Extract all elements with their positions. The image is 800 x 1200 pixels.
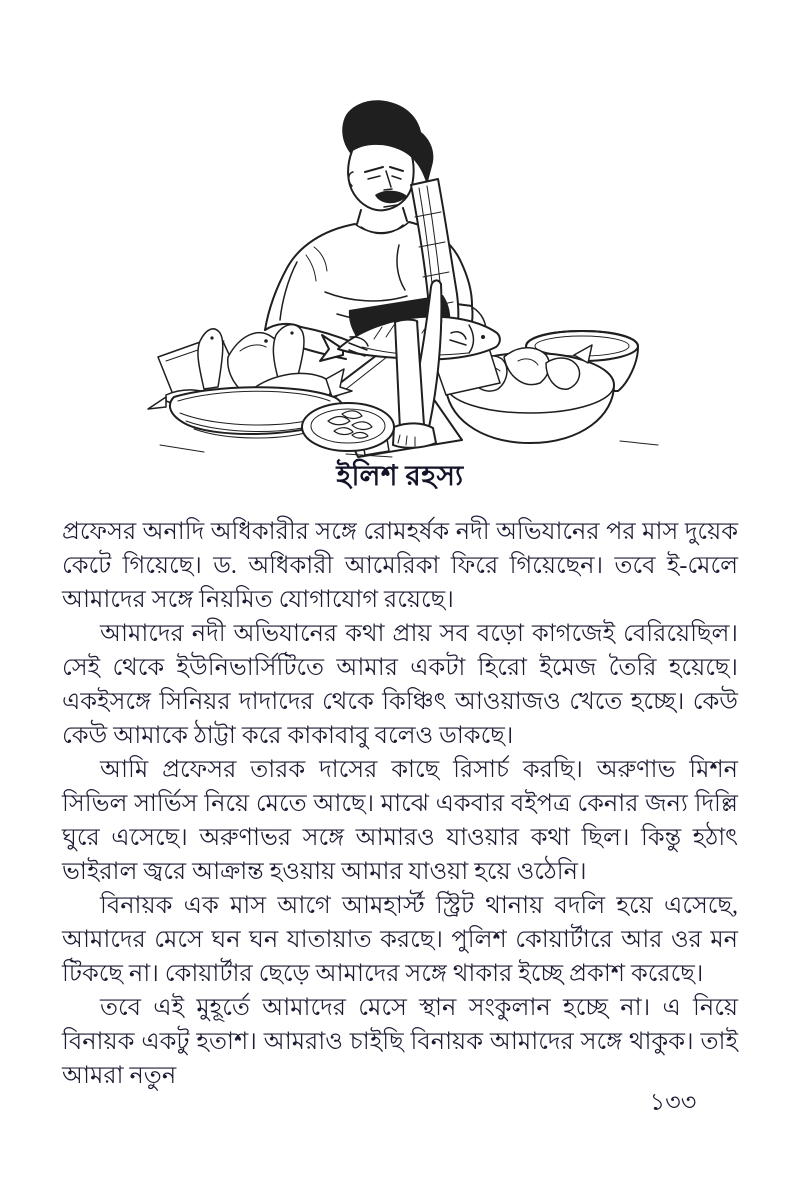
- paragraph-3: আমি প্রফেসর তারক দাসের কাছে রিসার্চ করছি। অরুণাভ মিশন সিভিল সার্ভিস নিয়ে মেতে আছে। মাঝে একবার বইপত্র কেনার জন্য দিল্লি ঘুরে এসেছে। অরুণাভর সঙ্গে আমারও যাওয়ার কথা ছিল। কিন্তু হঠাৎ ভাইরাল জ্বরে আক্রান্ত হওয়ায় আমার যাওয়া হয়ে ওঠেনি।: [62, 757, 738, 885]
- paragraph-4: বিনায়ক এক মাস আগে আমহার্স্ট স্ট্রিট থানায় বদলি হয়ে এসেছে, আমাদের মেসে ঘন ঘন যাতায়াত করছে। পুলিশ কোয়ার্টারে আর ওর মন টিকছে না। কোয়ার্টার ছেড়ে আমাদের সঙ্গে থাকার ইচ্ছে প্রকাশ করেছে।: [62, 893, 738, 987]
- page-number: ১৩৩: [649, 1090, 697, 1116]
- story-text: [62, 515, 738, 1093]
- paragraph-5: তবে এই মুহূর্তে আমাদের মেসে স্থান সংকুলান হচ্ছে না। এ নিয়ে বিনায়ক একটু হতাশ। আমরাও চাইছি বিনায়ক আমাদের সঙ্গে থাকুক। তাই আমরা নতুন: [62, 995, 738, 1089]
- paragraph-2: আমাদের নদী অভিযানের কথা প্রায় সব বড়ো কাগজেই বেরিয়েছিল। সেই থেকে ইউনিভার্সিটিতে আমার একটা হিরো ইমেজ তৈরি হয়েছে। একইসঙ্গে সিনিয়র দাদাদের থেকে কিঞ্চিৎ আওয়াজও খেতে হচ্ছে। কেউ কেউ আমাকে ঠাট্টা করে কাকাবাবু বলেও ডাকছে।: [62, 621, 738, 749]
- chapter-title: ইলিশ রহস্য: [336, 461, 464, 492]
- small-fish-plate: [302, 403, 394, 451]
- fishmonger-illustration: [100, 95, 700, 460]
- paragraph-1: প্রফেসর অনাদি অধিকারীর সঙ্গে রোমহর্ষক নদী অভিযানের পর মাস দুয়েক কেটে গিয়েছে। ড. অধিকারী আমেরিকা ফিরে গিয়েছেন। তবে ই-মেলে আমাদের সঙ্গে নিয়মিত যোগাযোগ রয়েছে।: [62, 519, 738, 613]
- fishmonger-drawing: [100, 95, 700, 460]
